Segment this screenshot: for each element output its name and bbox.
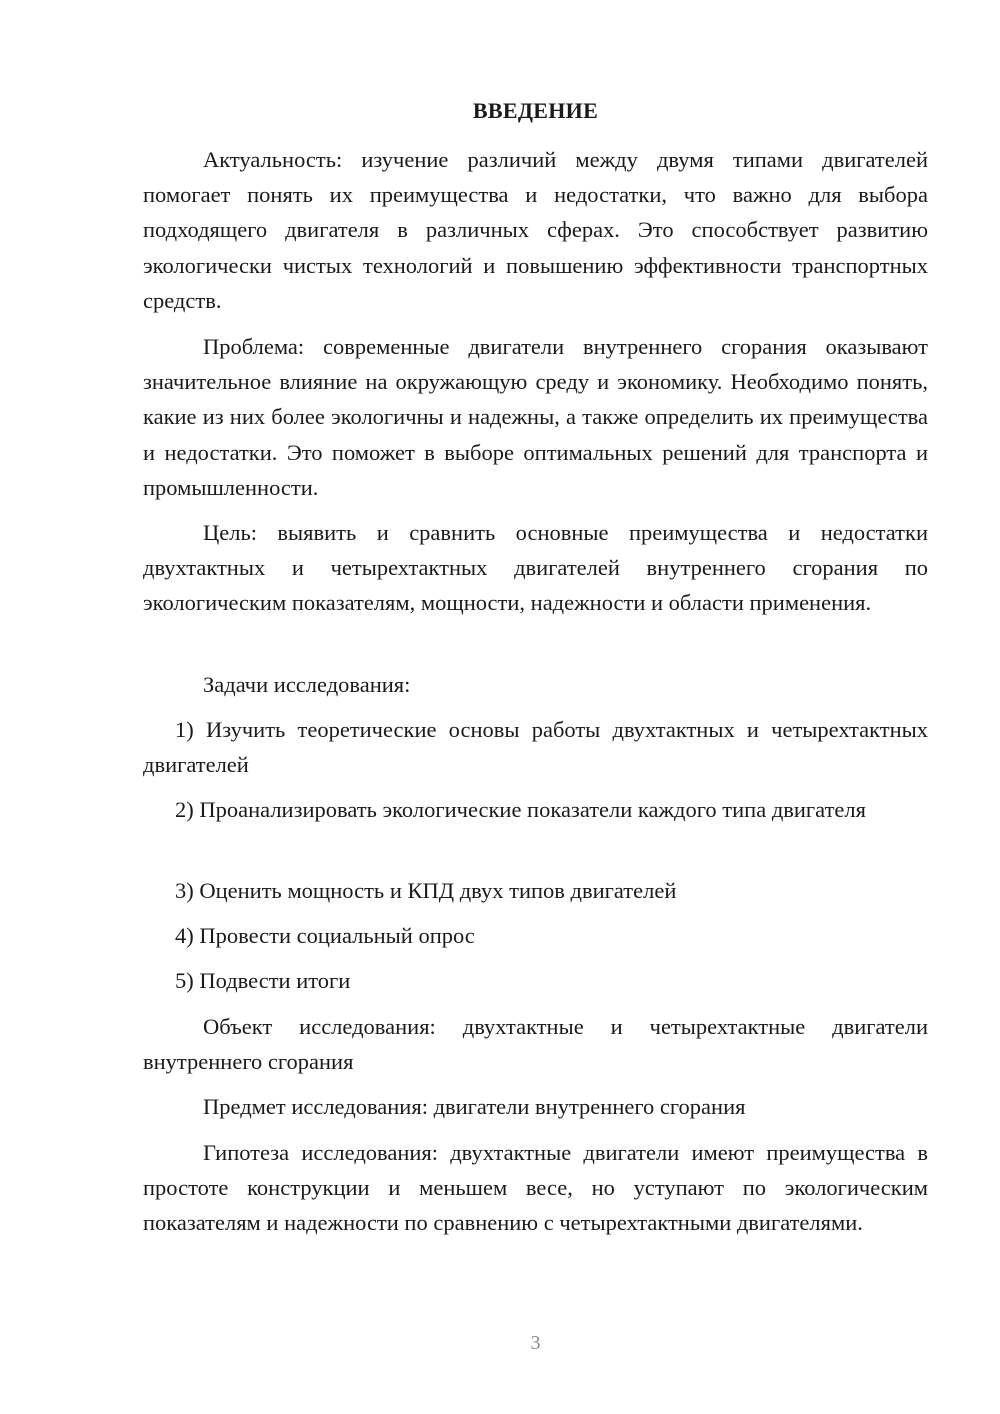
paragraph-hypothesis: Гипотеза исследования: двухтактные двигатели имеют преимущества в простоте конструкции и меньшем весе, но уступают по экологическим показателям и надежности по сравнению с четырехтактными двигателями. [143, 1140, 928, 1236]
paragraph-problem: Проблема: современные двигатели внутреннего сгорания оказывают значительное влияние на окружающую среду и экономику. Необходимо понять, какие из них более экологичны и надежны, а также определить их преимущества и недостатки. Это поможет в выборе оптимальных решений для транспорта и промышленности. [143, 334, 928, 500]
task-item-2: 2) Проанализировать экологические показатели каждого типа двигателя [175, 797, 866, 822]
page-number: 3 [530, 1332, 541, 1354]
paragraph-object: Объект исследования: двухтактные и четырехтактные двигатели внутреннего сгорания [143, 1014, 928, 1075]
task-item-1: 1) Изучить теоретические основы работы двухтактных и четырехтактных двигателей [143, 717, 928, 778]
tasks-heading: Задачи исследования: [203, 672, 411, 697]
document-page [143, 0, 928, 1414]
paragraph-goal: Цель: выявить и сравнить основные преимущества и недостатки двухтактных и четырехтактных двигателей внутреннего сгорания по экологическим показателям, мощности, надежности и области применения. [143, 520, 928, 616]
task-item-3: 3) Оценить мощность и КПД двух типов двигателей [175, 878, 677, 903]
task-item-4: 4) Провести социальный опрос [175, 923, 475, 948]
paragraph-relevance: Актуальность: изучение различий между двумя типами двигателей помогает понять их преимущества и недостатки, что важно для выбора подходящего двигателя в различных сферах. Это способствует развитию экологически чистых технологий и повышению эффективности транспортных средств. [143, 147, 928, 313]
task-item-5: 5) Подвести итоги [175, 968, 351, 993]
paragraph-subject: Предмет исследования: двигатели внутреннего сгорания [203, 1094, 746, 1119]
section-title: ВВЕДЕНИЕ [472, 98, 599, 123]
